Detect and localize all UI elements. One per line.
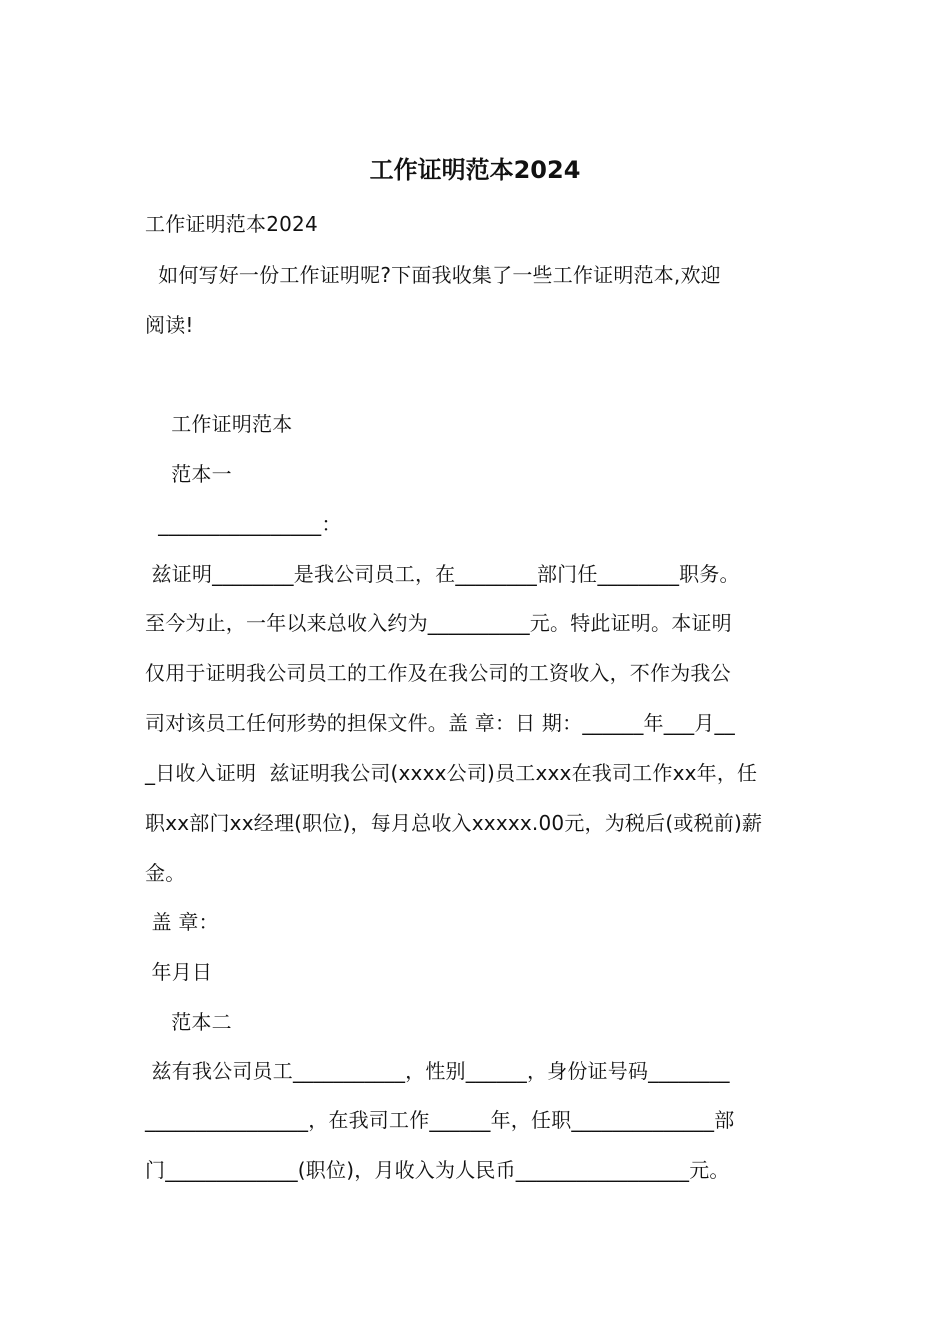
sample2-body-line: ________________，在我司工作______年，任职______________部 <box>145 1108 735 1132</box>
intro-line-2: 阅读! <box>145 313 194 337</box>
sample2-body-line: 兹有我公司员工___________，性别______，身份证号码________ <box>145 1059 730 1083</box>
sample1-body-line: 仅用于证明我公司员工的工作及在我公司的工资收入，不作为我公 <box>145 661 731 685</box>
sample2-heading: 范本二 <box>145 1010 232 1034</box>
sample1-body-line: 司对该员工任何形势的担保文件。盖 章：日 期：______年___月__ <box>145 711 735 735</box>
document-subtitle: 工作证明范本2024 <box>145 212 318 236</box>
sample2-body-line: 门_____________(职位)，月收入为人民币_________________元。 <box>145 1158 730 1182</box>
sample1-body-line: 金。 <box>145 861 186 885</box>
section-heading: 工作证明范本 <box>145 412 293 436</box>
sample1-body-line: 兹证明________是我公司员工，在________部门任________职务。 <box>145 562 740 586</box>
sample1-addressee: ________________： <box>145 512 342 536</box>
document-title: 工作证明范本2024 <box>369 156 581 184</box>
intro-line-1: 如何写好一份工作证明呢?下面我收集了一些工作证明范本,欢迎 <box>145 263 721 287</box>
sample1-body-line: 至今为止，一年以来总收入约为__________元。特此证明。本证明 <box>145 611 732 635</box>
sample1-date: 年月日 <box>145 960 213 984</box>
sample1-body-line: 职xx部门xx经理(职位)，每月总收入xxxxx.00元，为税后(或税前)薪 <box>145 811 763 835</box>
sample1-seal: 盖 章： <box>145 910 219 934</box>
sample1-body-line: _日收入证明 兹证明我公司(xxxx公司)员工xxx在我司工作xx年，任 <box>145 761 758 785</box>
sample1-heading: 范本一 <box>145 462 232 486</box>
